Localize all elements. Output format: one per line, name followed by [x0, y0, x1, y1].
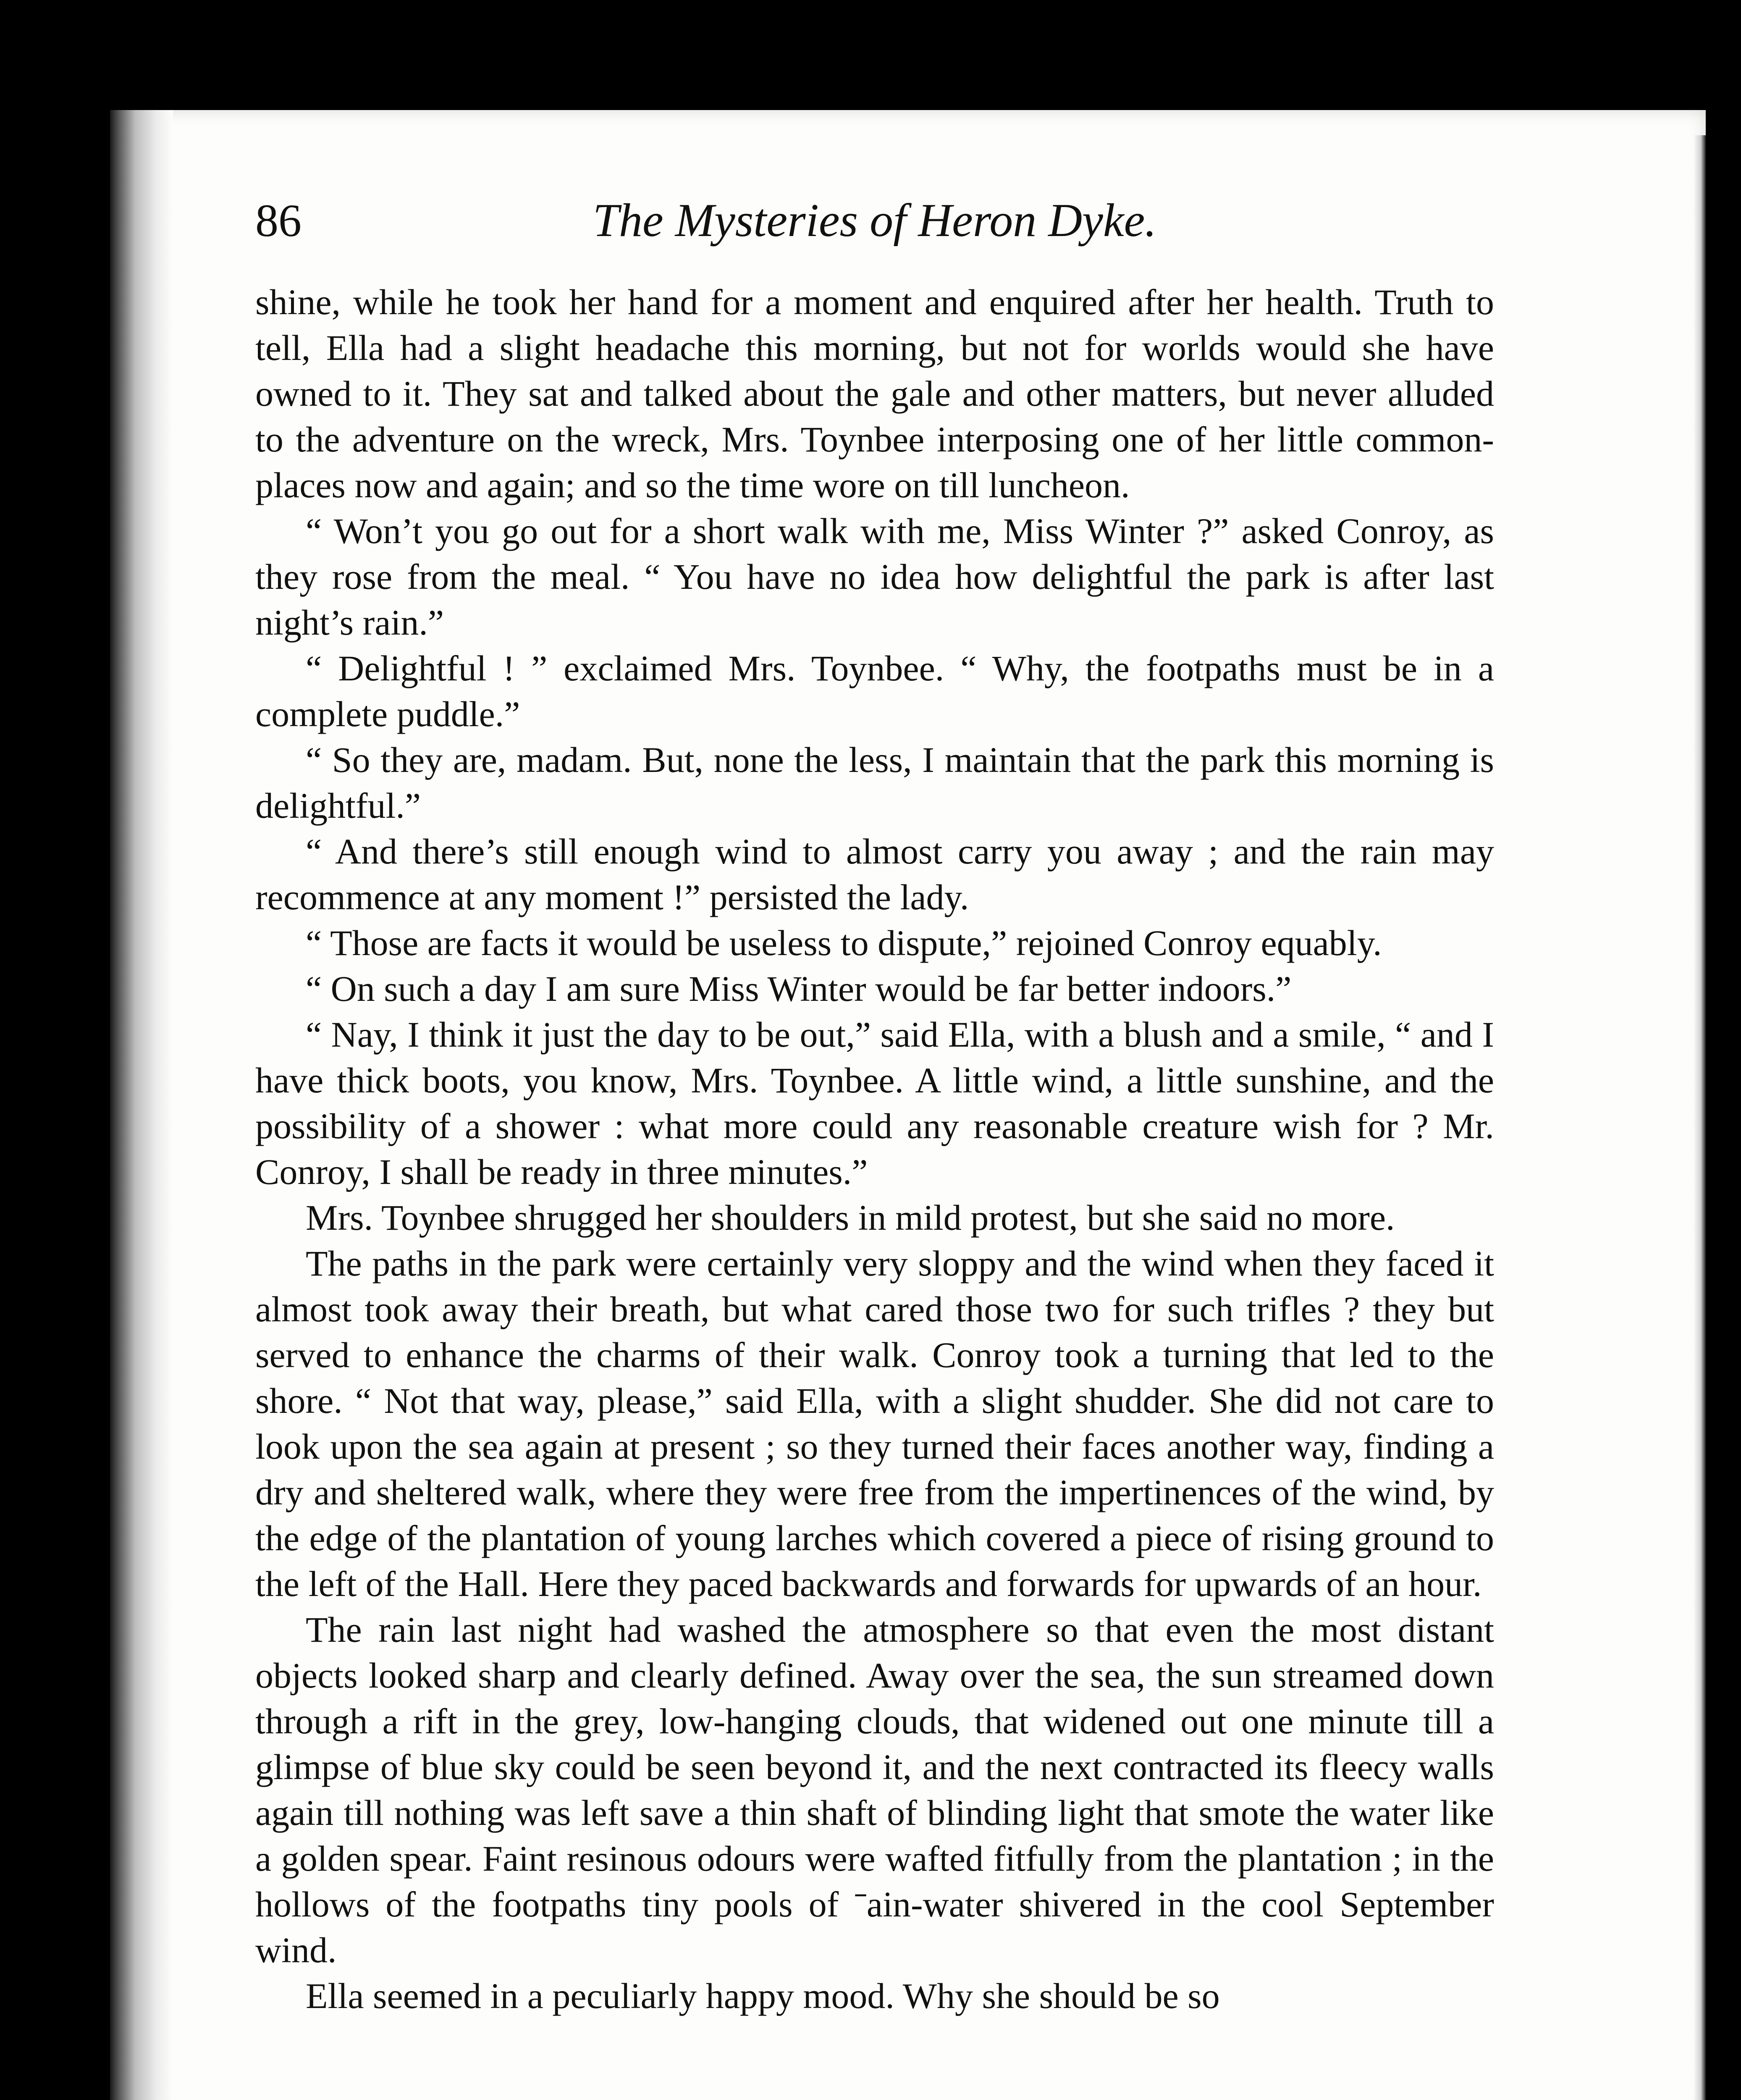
paragraph: “ And there’s still enough wind to almost carry you away ; and the rain may recommence at any moment !” persisted the lady. — [255, 831, 1494, 917]
paragraph: shine, while he took her hand for a moment and enquired after her health. Truth to tell, Ella had a slight headache this morning, but not for worlds would she have owned to it. They sat and talked about the gale and other matters, but never alluded to the adventure on the wreck, Mrs. Toynbee interposing one of her little commonplaces now and again; and so the time wore on till luncheon. — [255, 282, 1494, 505]
body-text — [255, 279, 1494, 2019]
page-header — [255, 178, 1494, 262]
page-gutter-shadow — [110, 110, 173, 2100]
running-title: The Mysteries of Heron Dyke. — [593, 194, 1157, 247]
paragraph: “ On such a day I am sure Miss Winter would be far better indoors.” — [306, 969, 1292, 1009]
paragraph: “ Those are facts it would be useless to dispute,” rejoined Conroy equably. — [306, 923, 1382, 963]
paragraph: The rain last night had washed the atmosphere so that even the most distant objects looked sharp and clearly defined. Away over the sea, the sun streamed down through a rift in the grey, low-hanging clouds, that widened out one minute till a glimpse of blue sky could be seen beyond it, and the next contracted its fleecy walls again till nothing was left save a thin shaft of blinding light that smote the water like a golden spear. Faint resinous odours were wafted fitfully from the plantation ; in the hollows of the footpaths tiny pools of ˉain-water shivered in the cool September wind. — [255, 1609, 1494, 1970]
paragraph: Mrs. Toynbee shrugged her shoulders in mild protest, but she said no more. — [306, 1197, 1395, 1238]
paragraph: Ella seemed in a peculiarly happy mood. Why she should be so — [306, 1976, 1220, 2016]
paragraph: “ So they are, madam. But, none the less, I maintain that the park this morning is delightful.” — [255, 740, 1494, 826]
paragraph: The paths in the park were certainly very sloppy and the wind when they faced it almost took away their breath, but what cared those two for such trifles ? they but served to enhance the charms of their walk. Conroy took a turning that led to the shore. “ Not that way, please,” said Ella, with a slight shudder. She did not care to look upon the sea again at present ; so they turned their faces another way, finding a dry and sheltered walk, where they were free from the impertinences of the wind, by the edge of the plantation of young larches which covered a piece of rising ground to the left of the Hall. Here they paced backwards and forwards for upwards of an hour. — [255, 1243, 1494, 1604]
paragraph: “ Won’t you go out for a short walk with me, Miss Winter ?” asked Conroy, as they rose from the meal. “ You have no idea how delightful the park is after last night’s rain.” — [255, 511, 1494, 643]
paragraph: “ Delightful ! ” exclaimed Mrs. Toynbee. “ Why, the footpaths must be in a complete puddle.” — [255, 648, 1494, 734]
page-number: 86 — [255, 195, 302, 246]
page-right-edge — [1693, 135, 1706, 2100]
paragraph: “ Nay, I think it just the day to be out,” said Ella, with a blush and a smile, “ and I have thick boots, you know, Mrs. Toynbee. A little wind, a little sunshine, and the possibility of a shower : what more could any reasonable creature wish for ? Mr. Conroy, I shall be ready in three minutes.” — [255, 1014, 1494, 1192]
